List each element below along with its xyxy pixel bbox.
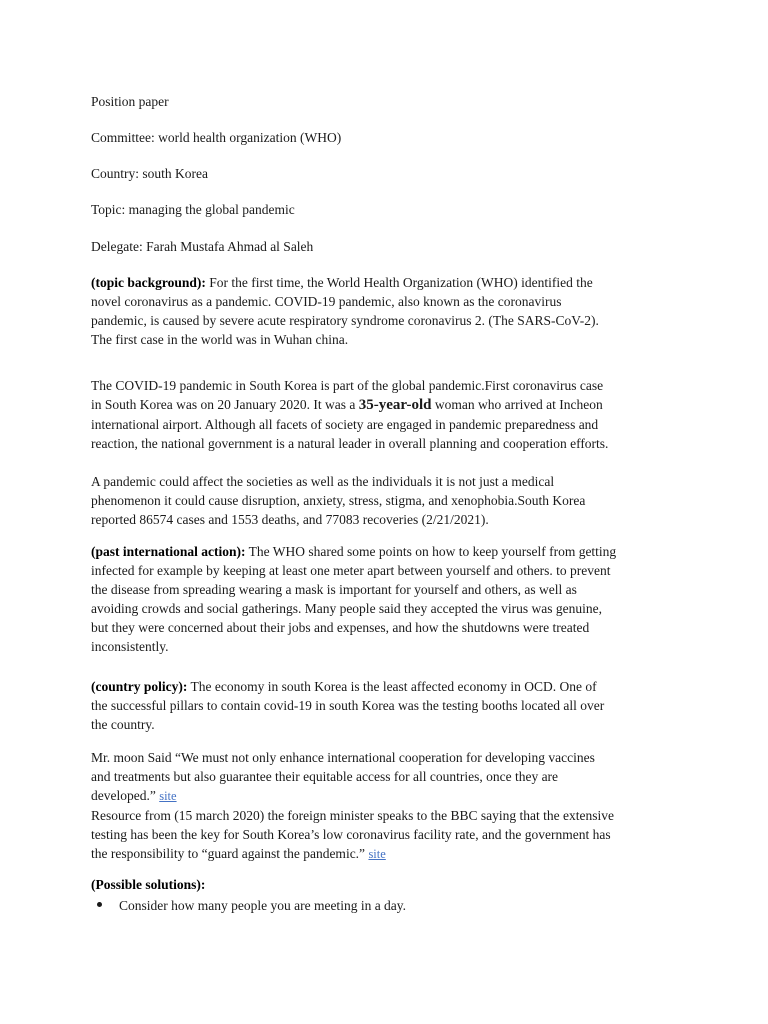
paragraph-text: the country. [91,717,155,732]
paragraph-text: The first case in the world was in Wuhan china. [91,332,349,347]
country-line: Country: south Korea [91,166,208,181]
paragraph-text: A pandemic could affect the societies as well as the individuals it is not just a medical [91,474,555,489]
paragraph-text: The COVID-19 pandemic in South Korea is part of the global pandemic.First coronavirus case [91,378,604,393]
paragraph-text: The WHO shared some points on how to keep yourself from getting [245,544,617,559]
paragraph-text: the successful pillars to contain covid-19 in south Korea was the testing booths located all over [91,698,605,713]
paragraph-text: woman who arrived at Incheon [431,397,603,412]
paragraph-text: Resource from (15 march 2020) the foreign minister speaks to the BBC saying that the extensive [91,808,614,823]
delegate-line: Delegate: Farah Mustafa Ahmad al Saleh [91,239,314,254]
paragraph-text: in South Korea was on 20 January 2020. It was a [91,397,359,412]
paragraph-text: avoiding crowds and social gatherings. Many people said they accepted the virus was genuine, [91,601,602,616]
paragraph-text: reaction, the national government is a natural leader in overall planning and cooperation efforts. [91,436,609,451]
paragraph-text: phenomenon it could cause disruption, anxiety, stress, stigma, and xenophobia.South Korea [91,493,586,508]
paragraph-text: infected for example by keeping at least one meter apart between yourself and others. to prevent [91,563,611,578]
solutions-heading: (Possible solutions): [91,877,206,892]
paragraph-text: reported 86574 cases and 1553 deaths, and 77083 recoveries (2/21/2021). [91,512,489,527]
topic-background-paragraph [91,273,687,349]
past-action-heading: (past international action): [91,544,246,559]
paragraph-text: developed.” [91,788,160,803]
paragraph-text: The economy in south Korea is the least affected economy in OCD. One of [187,679,597,694]
paragraph-text: inconsistently. [91,639,169,654]
korea-paragraph [91,376,687,453]
paragraph-text: testing has been the key for South Korea’s low coronavirus facility rate, and the government has [91,827,611,842]
moon-quote-paragraph [91,748,687,864]
paragraph-text: the responsibility to “guard against the pandemic.” [91,846,369,861]
impact-paragraph [91,472,687,529]
paragraph-text: the disease from spreading wearing a mask is important for yourself and others, as well as [91,582,577,597]
topic-line: Topic: managing the global pandemic [91,202,295,217]
paragraph-text: but they were concerned about their jobs and expenses, and how the shutdowns were treated [91,620,590,635]
committee-line: Committee: world health organization (WHO) [91,130,342,145]
solutions-heading-line [91,875,687,894]
paragraph-text: For the first time, the World Health Organization (WHO) identified the [205,275,593,290]
past-action-paragraph [91,542,687,656]
country-policy-paragraph [91,677,687,734]
document-title: Position paper [91,94,169,109]
topic-background-heading: (topic background): [91,275,206,290]
moon-quote-source-link[interactable]: site [159,789,177,803]
bullet-icon [97,902,102,907]
resource-source-link[interactable]: site [368,847,386,861]
list-item [91,896,406,915]
paragraph-text: Mr. moon Said “We must not only enhance international cooperation for developing vaccines [91,750,595,765]
age-highlight: 35-year-old [358,397,432,413]
list-item-text: Consider how many people you are meeting in a day. [119,898,407,913]
country-policy-heading: (country policy): [91,679,188,694]
paragraph-text: international airport. Although all facets of society are engaged in pandemic preparedness and [91,417,599,432]
paragraph-text: pandemic, is caused by severe acute respiratory syndrome coronavirus 2. (The SARS-CoV-2). [91,313,599,328]
paragraph-text: and treatments but also guarantee their equitable access for all countries, once they are [91,769,559,784]
paragraph-text: novel coronavirus as a pandemic. COVID-19 pandemic, also known as the coronavirus [91,294,562,309]
